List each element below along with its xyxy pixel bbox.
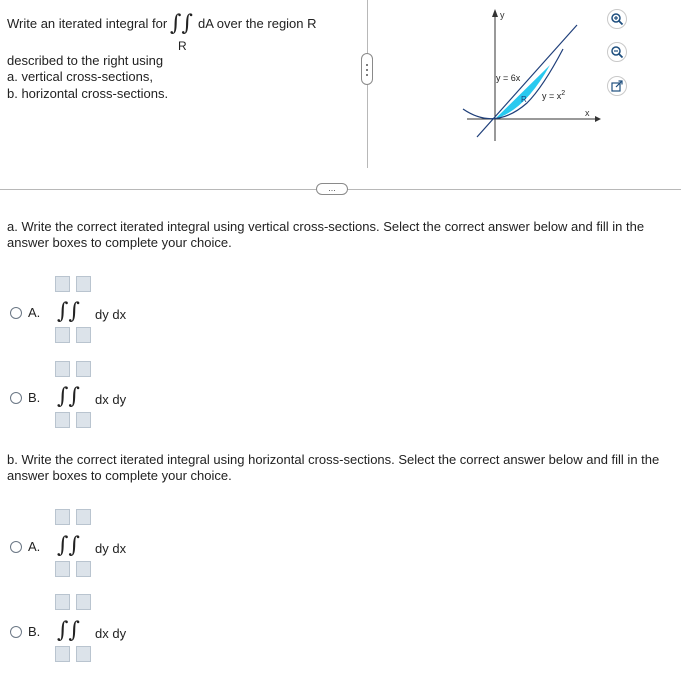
part-b-option-b-radio[interactable] bbox=[10, 626, 22, 638]
part-a-option-a-letter: A. bbox=[28, 305, 41, 320]
popout-icon bbox=[610, 79, 624, 93]
part-a-option-b-outer-lower[interactable] bbox=[55, 412, 70, 428]
part-a-option-b-integral: ∫∫ bbox=[57, 384, 80, 409]
horizontal-divider-handle[interactable]: ... bbox=[316, 183, 348, 195]
part-b-option-b-inner-upper[interactable] bbox=[76, 594, 91, 610]
part-a-option-b-inner-upper[interactable] bbox=[76, 361, 91, 377]
part-a-option-a-integral: ∫∫ bbox=[57, 299, 80, 324]
region-graph bbox=[455, 5, 605, 145]
double-integral-symbol: ∫∫ bbox=[170, 11, 193, 36]
part-a-option-b-outer-upper[interactable] bbox=[55, 361, 70, 377]
zoom-in-button[interactable] bbox=[607, 9, 627, 29]
part-b-option-b-outer-upper[interactable] bbox=[55, 594, 70, 610]
question-intro bbox=[7, 16, 167, 32]
part-b-prompt-line2: answer boxes to complete your choice. bbox=[7, 468, 232, 483]
part-a-prompt-line1: a. Write the correct iterated integral using vertical cross-sections. Select the correct answer below and fill in the bbox=[7, 219, 645, 234]
line-label: y = 6x bbox=[496, 73, 521, 83]
question-intro-prefix: Write an iterated integral for bbox=[7, 16, 168, 31]
part-b-option-b-inner-lower[interactable] bbox=[76, 646, 91, 662]
x-axis-arrow bbox=[595, 116, 601, 122]
part-b-option-b-integral: ∫∫ bbox=[57, 618, 80, 643]
line-y-6x bbox=[477, 25, 577, 137]
part-b-prompt-line1: b. Write the correct iterated integral using horizontal cross-sections. Select the correct answer below and fill in the bbox=[7, 452, 660, 467]
zoom-out-button[interactable] bbox=[607, 42, 627, 62]
curve-label-exp: 2 bbox=[561, 90, 566, 97]
part-a-option-a-inner-lower[interactable] bbox=[76, 327, 91, 343]
part-b-option-a-radio[interactable] bbox=[10, 541, 22, 553]
curve-label-base: y = x bbox=[542, 91, 562, 101]
part-a-prompt-line2: answer boxes to complete your choice. bbox=[7, 235, 232, 250]
y-axis-arrow bbox=[492, 9, 498, 17]
part-b-option-a-inner-upper[interactable] bbox=[76, 509, 91, 525]
vertical-divider-handle[interactable] bbox=[361, 53, 373, 85]
region-subscript: R bbox=[178, 39, 187, 53]
curve-label bbox=[542, 90, 565, 101]
x-axis-label: x bbox=[585, 108, 590, 118]
question-line-b: b. horizontal cross-sections. bbox=[7, 86, 169, 101]
part-a-option-a-radio[interactable] bbox=[10, 307, 22, 319]
part-a-option-b-letter: B. bbox=[28, 390, 41, 405]
part-b-option-a-outer-upper[interactable] bbox=[55, 509, 70, 525]
part-b-option-a-differential: dy dx bbox=[95, 541, 127, 556]
region-label: R bbox=[521, 95, 527, 104]
part-a-option-a-differential: dy dx bbox=[95, 307, 127, 322]
part-b-option-a-outer-lower[interactable] bbox=[55, 561, 70, 577]
part-b-option-a-letter: A. bbox=[28, 539, 41, 554]
zoom-in-icon bbox=[610, 12, 624, 26]
question-line-a: a. vertical cross-sections, bbox=[7, 69, 153, 84]
question-line-described: described to the right using bbox=[7, 53, 164, 68]
popout-button[interactable] bbox=[607, 76, 627, 96]
part-a-option-a-outer-upper[interactable] bbox=[55, 276, 70, 292]
part-a-option-b-inner-lower[interactable] bbox=[76, 412, 91, 428]
zoom-out-icon bbox=[610, 45, 624, 59]
integrand-text: dA over the region R bbox=[198, 16, 317, 31]
y-axis-label: y bbox=[500, 10, 505, 20]
part-b-option-b-outer-lower[interactable] bbox=[55, 646, 70, 662]
part-a-option-a-inner-upper[interactable] bbox=[76, 276, 91, 292]
part-b-option-b-differential: dx dy bbox=[95, 626, 127, 641]
part-a-option-b-differential: dx dy bbox=[95, 392, 127, 407]
part-b-option-a-integral: ∫∫ bbox=[57, 533, 80, 558]
part-a-option-b-radio[interactable] bbox=[10, 392, 22, 404]
part-b-option-b-letter: B. bbox=[28, 624, 41, 639]
part-b-option-a-inner-lower[interactable] bbox=[76, 561, 91, 577]
part-a-option-a-outer-lower[interactable] bbox=[55, 327, 70, 343]
